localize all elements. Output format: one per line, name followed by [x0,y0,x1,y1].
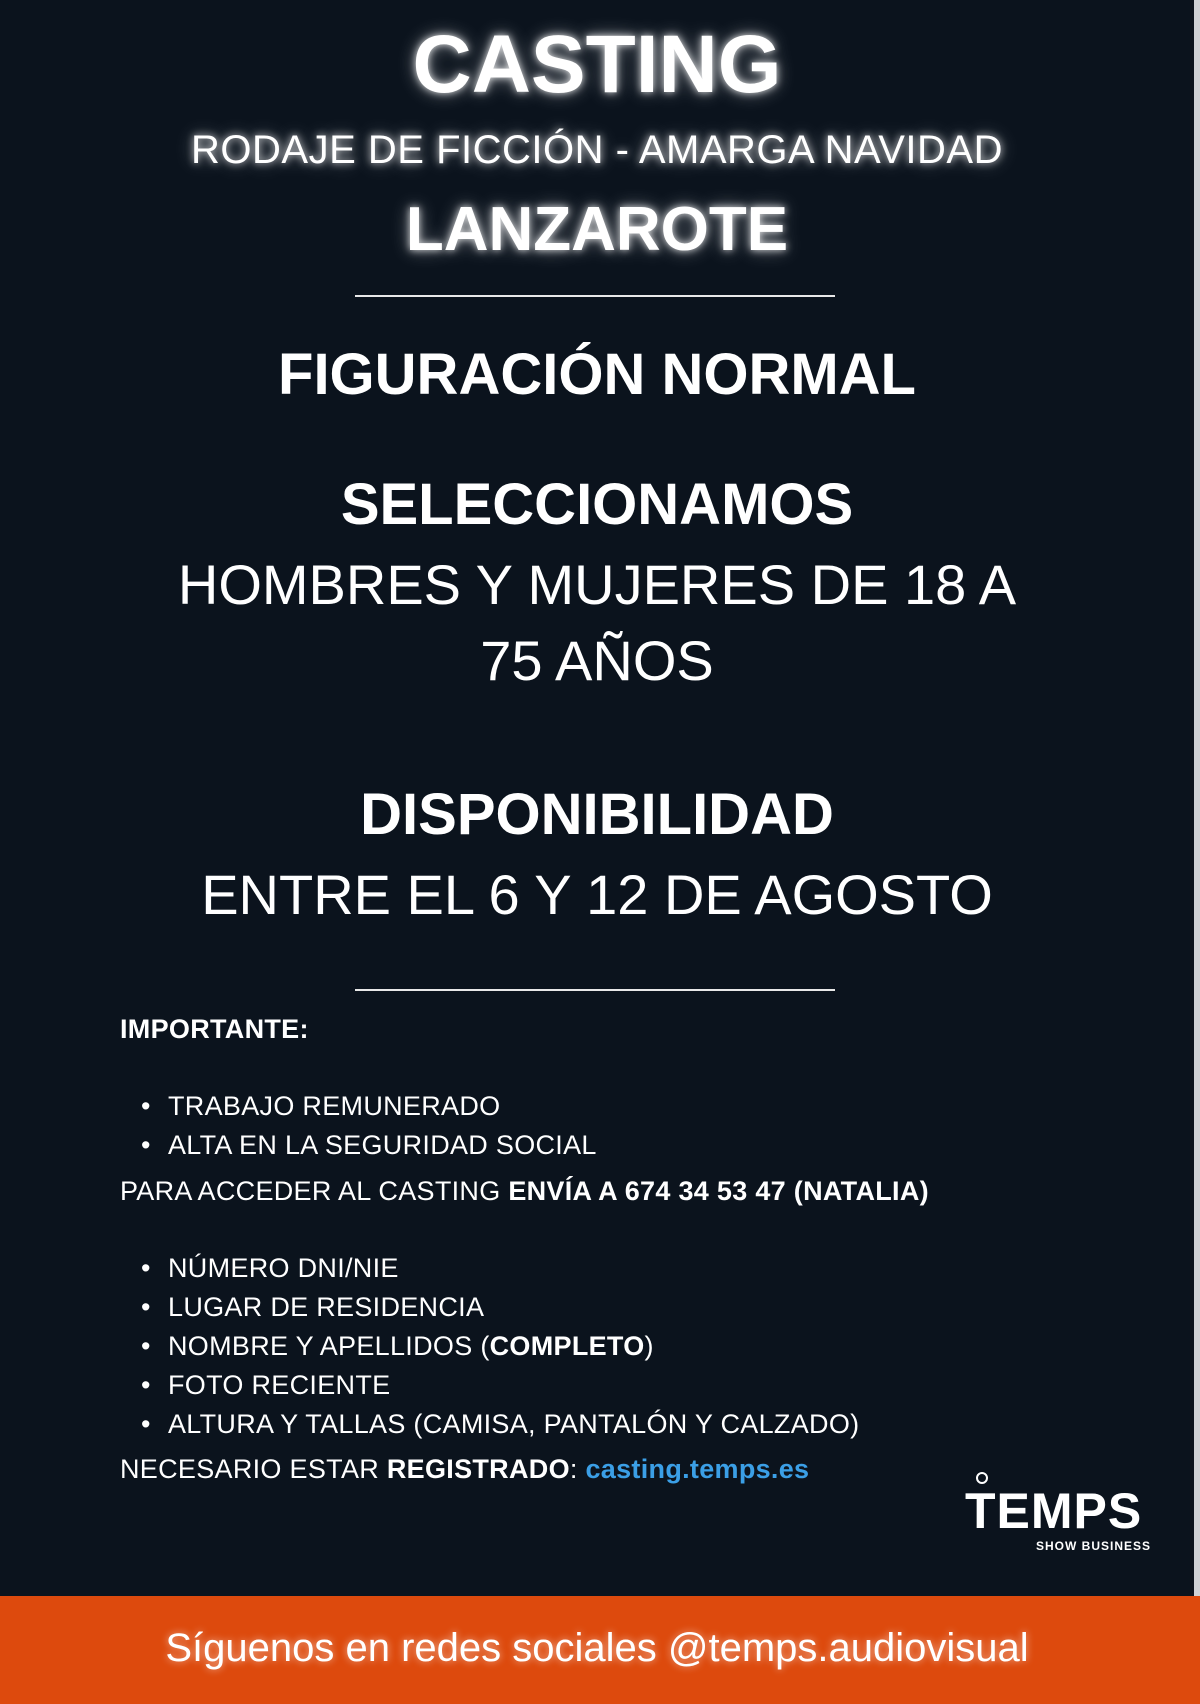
temps-logo [965,1482,1155,1554]
list-item: • ALTURA Y TALLAS (CAMISA, PANTALÓN Y CALZADO) [141,1409,859,1440]
title: CASTING [412,19,782,110]
registration-note: NECESARIO ESTAR REGISTRADO: casting.temps.es [120,1454,810,1484]
list-item: • LUGAR DE RESIDENCIA [141,1292,484,1323]
logo-wordmark: TEMPS [965,1483,1143,1539]
list-item: • FOTO RECIENTE [141,1370,390,1401]
right-edge [1194,0,1200,1596]
list-item: • ALTA EN LA SEGURIDAD SOCIAL [141,1130,597,1161]
selection-heading: SELECCIONAMOS [340,472,854,537]
divider [355,295,835,297]
access-instructions: PARA ACCEDER AL CASTING ENVÍA A 674 34 53 47 (NATALIA) [120,1176,929,1206]
registration-link[interactable]: casting.temps.es [585,1454,810,1484]
divider [355,989,835,991]
social-handle: Síguenos en redes sociales @temps.audiovisual [165,1626,1029,1670]
availability-text: ENTRE EL 6 Y 12 DE AGOSTO [201,863,993,926]
selection-line-2: 75 AÑOS [480,629,714,692]
subtitle: RODAJE DE FICCIÓN - AMARGA NAVIDAD [191,128,1003,172]
role-heading: FIGURACIÓN NORMAL [278,342,916,407]
selection-line-1: HOMBRES Y MUJERES DE 18 A [177,553,1017,616]
list-item: • NÚMERO DNI/NIE [141,1253,399,1284]
important-heading: IMPORTANTE: [120,1014,309,1044]
availability-heading: DISPONIBILIDAD [360,782,834,847]
footer-banner [0,1596,1200,1704]
logo-tagline: SHOW BUSINESS [1035,1539,1151,1553]
list-item: • NOMBRE Y APELLIDOS (COMPLETO) [141,1331,654,1362]
location: LANZAROTE [405,195,789,264]
list-item: • TRABAJO REMUNERADO [141,1091,500,1122]
